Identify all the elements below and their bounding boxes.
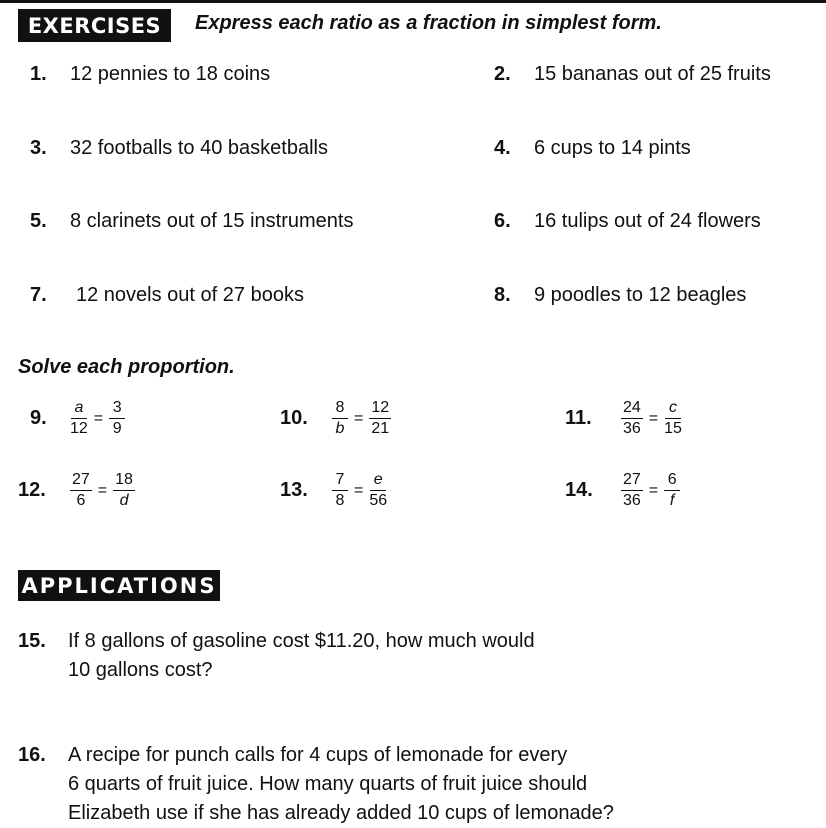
exercise-3	[30, 137, 328, 160]
numerator: 18	[113, 472, 135, 491]
denominator: 6	[76, 492, 86, 509]
exercise-number: 3.	[30, 137, 47, 159]
exercise-number: 7.	[30, 284, 47, 306]
fraction-left	[70, 400, 88, 437]
numerator: 24	[621, 400, 643, 419]
exercise-2	[494, 63, 771, 86]
numerator: 8	[332, 400, 348, 419]
fraction-right	[369, 472, 387, 509]
proportion-number: 11.	[565, 407, 592, 429]
exercise-number: 5.	[30, 210, 47, 232]
exercise-7	[30, 284, 304, 307]
denominator: f	[669, 492, 675, 509]
fraction-left	[621, 400, 643, 437]
applications-label: APPLICATIONS	[18, 570, 220, 601]
exercise-text: 12 pennies to 18 coins	[70, 63, 271, 85]
proportion-9	[30, 400, 125, 437]
equals-sign: =	[354, 409, 364, 427]
proportion-14	[565, 472, 680, 509]
application-line: 10 gallons cost?	[68, 659, 213, 681]
denominator: 12	[70, 420, 88, 437]
exercise-4	[494, 137, 691, 160]
denominator: 9	[112, 420, 122, 437]
exercise-number: 6.	[494, 210, 511, 232]
exercises-instruction: Express each ratio as a fraction in simplest form.	[195, 12, 662, 34]
fraction-left	[332, 400, 348, 437]
denominator: 36	[623, 420, 641, 437]
application-number: 16.	[18, 744, 46, 766]
numerator: 7	[332, 472, 348, 491]
exercises-label: EXERCISES	[18, 9, 171, 42]
proportion-13	[280, 472, 387, 509]
numerator: 27	[621, 472, 643, 491]
exercise-text: 12 novels out of 27 books	[76, 284, 304, 306]
fraction-right	[109, 400, 125, 437]
application-line: A recipe for punch calls for 4 cups of lemonade for every	[68, 744, 568, 766]
exercise-6	[494, 210, 761, 233]
denominator: 36	[623, 492, 641, 509]
equals-sign: =	[354, 481, 364, 499]
exercise-text: 9 poodles to 12 beagles	[534, 284, 747, 306]
fraction-right	[664, 400, 682, 437]
denominator: d	[119, 492, 129, 509]
fraction-right	[369, 400, 391, 437]
exercise-text: 8 clarinets out of 15 instruments	[70, 210, 354, 232]
application-line: Elizabeth use if she has already added 10 cups of lemonade?	[68, 802, 614, 824]
application-line: If 8 gallons of gasoline cost $11.20, how much would	[68, 630, 535, 652]
exercise-number: 4.	[494, 137, 511, 159]
exercise-text: 32 footballs to 40 basketballs	[70, 137, 328, 159]
exercise-number: 1.	[30, 63, 47, 85]
proportion-instruction: Solve each proportion.	[18, 356, 235, 378]
denominator: 8	[335, 492, 345, 509]
numerator: c	[665, 400, 681, 419]
application-15	[18, 627, 808, 685]
exercise-number: 8.	[494, 284, 511, 306]
proportion-number: 10.	[280, 407, 308, 429]
exercise-text: 16 tulips out of 24 flowers	[534, 210, 761, 232]
numerator: 3	[109, 400, 125, 419]
fraction-right	[664, 472, 680, 509]
exercise-5	[30, 210, 353, 233]
proportion-number: 13.	[280, 479, 308, 501]
proportion-number: 14.	[565, 479, 593, 501]
equals-sign: =	[93, 409, 104, 427]
numerator: 6	[664, 472, 680, 491]
proportion-number: 9.	[30, 407, 47, 429]
numerator: 27	[70, 472, 92, 491]
proportion-10	[280, 400, 391, 437]
exercise-1	[30, 63, 270, 86]
equals-sign: =	[97, 481, 108, 499]
numerator: a	[71, 400, 87, 419]
application-line: 6 quarts of fruit juice. How many quarts of fruit juice should	[68, 773, 588, 795]
top-rule	[0, 0, 826, 3]
fraction-left	[70, 472, 92, 509]
denominator: 15	[664, 420, 682, 437]
proportion-number: 12.	[18, 479, 46, 501]
denominator: 21	[371, 420, 390, 437]
exercise-text: 6 cups to 14 pints	[534, 137, 691, 159]
exercise-number: 2.	[494, 63, 511, 85]
denominator: b	[335, 420, 345, 437]
fraction-left	[621, 472, 643, 509]
equals-sign: =	[648, 409, 659, 427]
numerator: 12	[369, 400, 391, 419]
equals-sign: =	[648, 481, 659, 499]
proportion-12	[18, 472, 135, 509]
exercise-8	[494, 284, 746, 307]
numerator: e	[370, 472, 386, 491]
application-16	[18, 741, 808, 828]
fraction-right	[113, 472, 135, 509]
fraction-left	[332, 472, 348, 509]
application-number: 15.	[18, 630, 46, 652]
proportion-11	[565, 400, 682, 437]
exercise-text: 15 bananas out of 25 fruits	[534, 63, 771, 85]
denominator: 56	[369, 492, 388, 509]
